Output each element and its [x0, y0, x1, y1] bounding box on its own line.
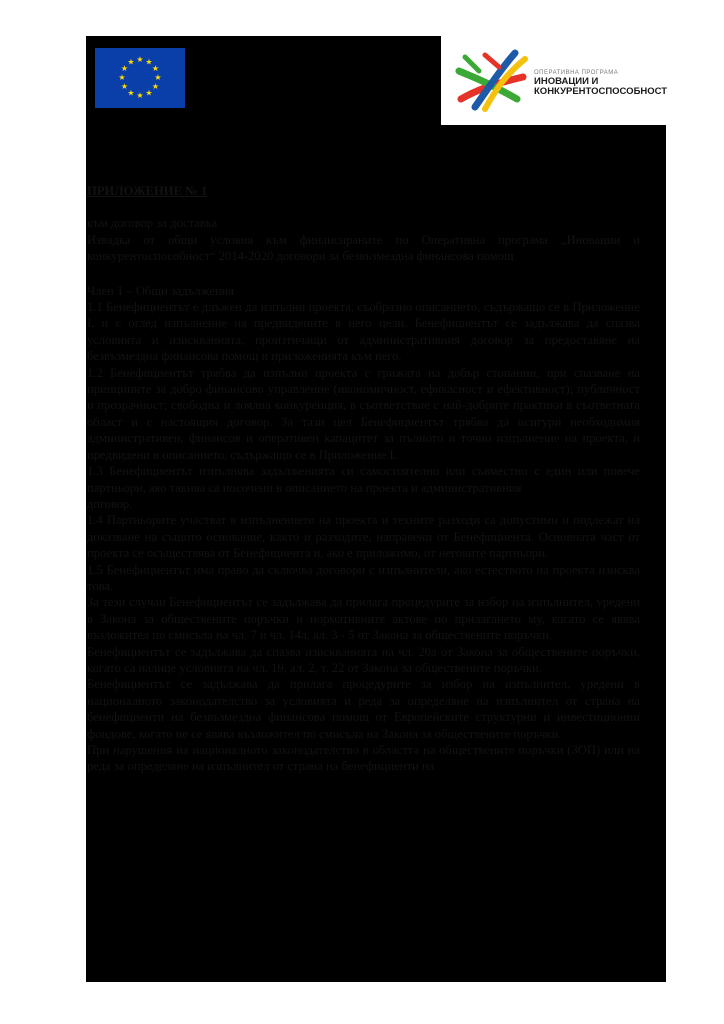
document-body [87, 183, 640, 775]
paragraph: 1.1 Бенефициентът е длъжен да изпълни проекта, съобразно описанието, съдържащо се в Приложение I, и с оглед изпълнение на предвидените в него цели. Бенефициентът се задължава да спазва условията и изискванията, произтичащи от административния договор за предоставяне на безвъзмездна финансова помощ и приложенията към него. [87, 300, 640, 364]
svg-text:★: ★ [151, 82, 160, 91]
eu-flag-icon [95, 48, 185, 108]
paragraph: Бенефициентът се задължава да прилага процедурите за избор на изпълнител, уредени в националното законодателство за условията и реда за определяне на изпълнител от страна на бенефициенти на безвъзмездна финансова помощ от Европейските структурни и инвестиционни фондове, когато не се явява възложител по смисъла на Закона за обществените поръчки. [87, 677, 640, 741]
paragraph: 1.2 Бенефициентът трябва да изпълни проекта с грижата на добър стопанин, при спазване на принципите за добро финансово управление (икономичност, ефикасност и ефективност); публичност и прозрачност; свободна и лоялна конкуренция, в съответствие с най-добрите практики в съответната област и с настоящия договор. За тази цел Бенефициентът трябва да осигури необходимия административен, финансов и оперативен капацитет за пълното и точно изпълнение на проекта, и предвидени в описанието, съдържащо се в Приложение I. [87, 365, 640, 462]
logo-name-line2: КОНКУРЕНТОСПОСОБНОСТ [534, 86, 668, 97]
svg-text:★: ★ [136, 91, 144, 100]
logo-name-line1: ИНОВАЦИИ И [534, 76, 599, 87]
svg-text:★: ★ [127, 88, 135, 98]
paragraph: При нарушения на националното законодателство в областта на обществените поръчки (ЗОП) или на реда за определяне на изпълнител от страна на бенефициенти на [87, 743, 640, 774]
document-title: ПРИЛОЖЕНИЕ № 1 [87, 184, 208, 198]
svg-text:★: ★ [120, 64, 129, 73]
svg-text:★: ★ [120, 82, 129, 91]
svg-text:★: ★ [127, 57, 135, 67]
opic-logo-icon [455, 47, 529, 115]
document-intro: Извадка от общи условия към финансираните по Оперативна програма „Иновации и конкурентоспособност“ 2014-2020 договори за безвъзмездна финансова помощ [87, 232, 640, 264]
svg-text:★: ★ [145, 88, 153, 98]
svg-text:★: ★ [118, 73, 126, 82]
svg-text:★: ★ [151, 64, 160, 73]
paragraph: 1.3 Бенефициентът изпълнява задълженията си самостоятелно или съвместно с един или повече партньори, ако такива са посочени в описанието на проекта и административния [87, 464, 640, 495]
program-logo [455, 47, 668, 115]
document-subtitle: към договор за доставка [87, 216, 218, 231]
svg-text:★: ★ [136, 55, 144, 64]
paragraph: договор. [87, 496, 133, 511]
logo-subtitle: ОПЕРАТИВНА ПРОГРАМА [534, 70, 619, 76]
svg-text:★: ★ [154, 73, 162, 82]
spacer [87, 265, 640, 283]
section-heading: Член 1 – Общи задължения [87, 283, 235, 298]
paragraph: За тези случаи Бенефициентът се задължава да прилага процедурите за избор на изпълнител, уредени в Закона за обществените поръчки и нормативните актове по прилагането му, когато се явява възложител по смисъла на чл. 7 и чл. 14а, ал. 3 - 5 от Закона за обществените поръчки. [87, 595, 640, 643]
paragraph: 1.5 Бенефициентът има право да сключва договори с изпълнители, ако естеството на проекта изисква това. [87, 562, 640, 593]
paragraph: Бенефициентът се задължава да спазва изискванията на чл. 20а от Закона за обществените поръчки, когато са налице условията на чл. 19, ал. 2, т. 22 от Закона за обществените поръчки. [87, 644, 640, 675]
paragraph: 1.4 Партньорите участват в изпълнението на проекта и техните разходи са допустими и подлежат на доказване на същото основание, както и разходите, направени от Бенефициента. Основната част от проекта се осъществява от Бенефициента и, ако е приложимо, от неговите партньори. [87, 513, 640, 561]
svg-text:★: ★ [145, 57, 153, 67]
